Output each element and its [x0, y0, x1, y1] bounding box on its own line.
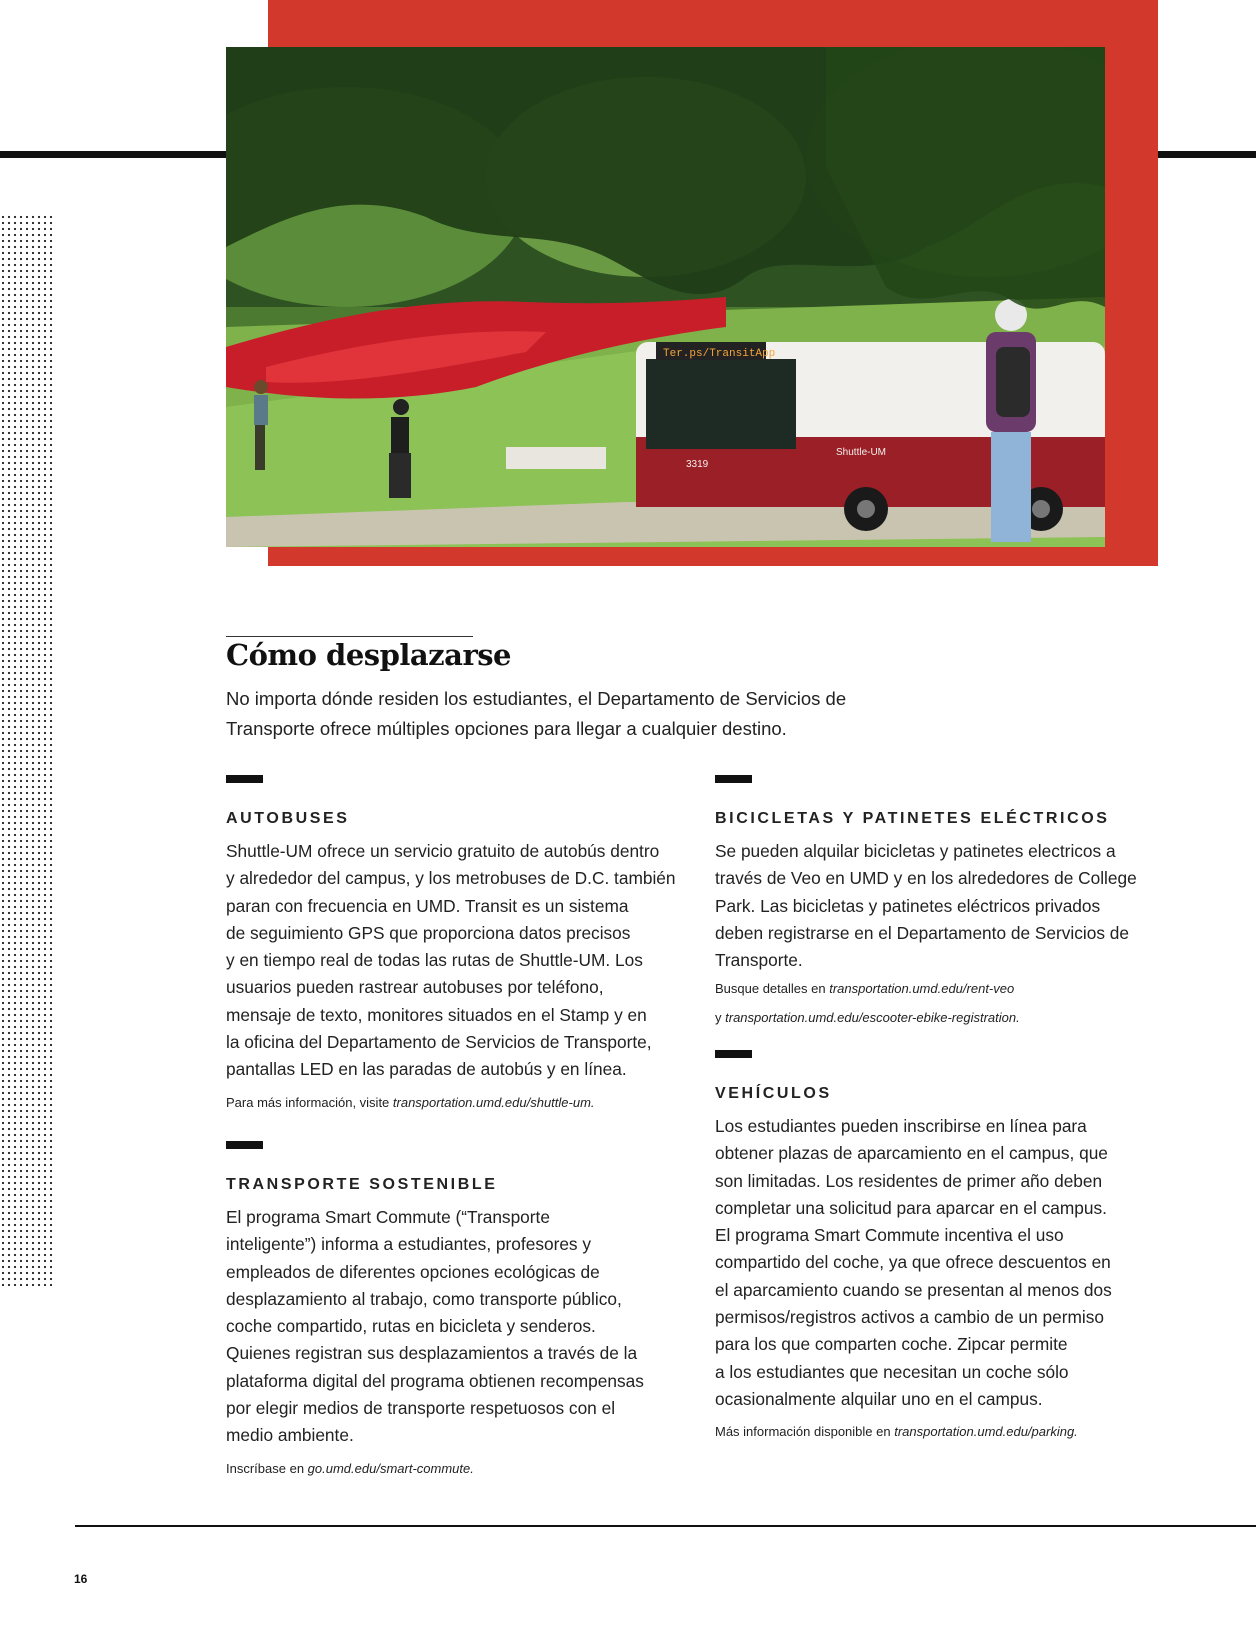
body-line: coche compartido, rutas en bicicleta y senderos. [226, 1316, 596, 1337]
parking-link[interactable]: transportation.umd.edu/parking. [894, 1424, 1078, 1440]
body-line: ocasionalmente alquilar uno en el campus. [715, 1388, 1043, 1409]
campus-bus-photo [226, 47, 1105, 547]
body-line: El programa Smart Commute (“Transporte [226, 1207, 550, 1227]
intro-paragraph [226, 684, 886, 744]
section-note [715, 974, 1165, 1003]
body-line: son limitadas. Los residentes de primer año deben [715, 1170, 1103, 1191]
section-body [226, 1204, 676, 1450]
section-note [226, 1088, 676, 1117]
body-line: paran con frecuencia en UMD. Transit es un sistema [226, 895, 629, 916]
section-note [226, 1454, 676, 1483]
body-line: obtener plazas de aparcamiento en el campus, que [715, 1143, 1108, 1164]
body-line: para los que comparten coche. Zipcar permite [715, 1334, 1068, 1355]
bus-side-label: Shuttle-UM [836, 447, 887, 458]
body-line: desplazamiento al trabajo, como transporte público, [226, 1288, 622, 1309]
body-line: de seguimiento GPS que proporciona datos precisos [226, 922, 631, 943]
escooter-registration-link[interactable]: transportation.umd.edu/escooter-ebike-registration. [725, 1010, 1020, 1026]
section-heading: BICICLETAS Y PATINETES ELÉCTRICOS [715, 810, 1110, 827]
body-line: usuarios pueden rastrear autobuses por teléfono, [226, 977, 604, 998]
halftone-dot-pattern [0, 214, 56, 1286]
section-bicicletas-patinetes [715, 775, 1165, 1032]
section-transporte-sostenible [226, 1141, 676, 1483]
body-line: permisos/registros activos a cambio de un permiso [715, 1307, 1104, 1328]
body-line: compartido del coche, ya que ofrece descuentos en [715, 1252, 1111, 1273]
body-line: mensaje de texto, monitores situados en el Stamp y en [226, 1004, 647, 1025]
note-prefix: Busque detalles en [715, 981, 826, 997]
section-note [715, 1417, 1165, 1446]
footer-rule [75, 1525, 1256, 1527]
bus-number: 3319 [686, 459, 709, 470]
header-rule-right [1158, 151, 1256, 158]
section-body [715, 1113, 1165, 1413]
section-autobuses [226, 775, 676, 1117]
body-line: completar una solicitud para aparcar en el campus. [715, 1197, 1107, 1218]
body-line: por elegir medios de transporte respetuosos con el [226, 1398, 616, 1419]
page-title: Cómo desplazarse [226, 638, 512, 672]
section-bar [226, 775, 263, 783]
body-line: Se pueden alquilar bicicletas y patinetes electricos a [715, 841, 1116, 861]
body-line: Los estudiantes pueden inscribirse en línea para [715, 1116, 1087, 1136]
section-bar [715, 1050, 752, 1058]
section-bar [715, 775, 752, 783]
body-line: medio ambiente. [226, 1425, 354, 1446]
body-line: y alrededor del campus, y los metrobuses de D.C. también [226, 868, 676, 889]
note-prefix: y [715, 1010, 722, 1026]
section-vehiculos [715, 1050, 1165, 1446]
body-line: través de Veo en UMD y en los alrededores de College [715, 868, 1137, 889]
body-line: Transporte. [715, 950, 803, 971]
body-line: El programa Smart Commute incentiva el uso [715, 1225, 1064, 1246]
section-body [715, 838, 1165, 974]
intro-line: Transporte ofrece múltiples opciones para llegar a cualquier destino. [226, 718, 787, 739]
body-line: la oficina del Departamento de Servicios de Transporte, [226, 1032, 652, 1053]
intro-line: No importa dónde residen los estudiantes, el Departamento de Servicios de [226, 688, 847, 709]
section-heading: TRANSPORTE SOSTENIBLE [226, 1176, 498, 1193]
section-body [226, 838, 676, 1084]
body-line: Park. Las bicicletas y patinetes eléctricos privados [715, 895, 1101, 916]
bus-destination-sign: Ter.ps/TransitApp [663, 348, 776, 360]
section-note [715, 1003, 1165, 1032]
note-prefix: Inscríbase en [226, 1460, 305, 1476]
body-line: el aparcamiento cuando se presentan al menos dos [715, 1279, 1112, 1300]
section-heading: VEHÍCULOS [715, 1085, 832, 1102]
body-line: inteligente”) informa a estudiantes, profesores y [226, 1234, 592, 1255]
smart-commute-link[interactable]: go.umd.edu/smart-commute. [307, 1460, 474, 1476]
header-rule-left [0, 151, 228, 158]
section-heading: AUTOBUSES [226, 810, 350, 827]
body-line: deben registrarse en el Departamento de Servicios de [715, 922, 1130, 943]
page-number: 16 [74, 1572, 88, 1586]
body-line: a los estudiantes que necesitan un coche sólo [715, 1361, 1069, 1382]
body-line: Shuttle-UM ofrece un servicio gratuito de autobús dentro [226, 841, 660, 861]
title-rule [226, 636, 473, 637]
rent-veo-link[interactable]: transportation.umd.edu/rent-veo [829, 981, 1015, 997]
body-line: plataforma digital del programa obtienen recompensas [226, 1370, 644, 1391]
body-line: y en tiempo real de todas las rutas de Shuttle-UM. Los [226, 950, 643, 971]
body-line: Quienes registran sus desplazamientos a través de la [226, 1343, 638, 1364]
shuttle-um-link[interactable]: transportation.umd.edu/shuttle-um. [392, 1094, 595, 1110]
section-bar [226, 1141, 263, 1149]
note-prefix: Para más información, visite [226, 1094, 390, 1110]
note-prefix: Más información disponible en [715, 1424, 891, 1440]
body-line: empleados de diferentes opciones ecológicas de [226, 1261, 600, 1282]
body-line: pantallas LED en las paradas de autobús y en línea. [226, 1059, 627, 1080]
